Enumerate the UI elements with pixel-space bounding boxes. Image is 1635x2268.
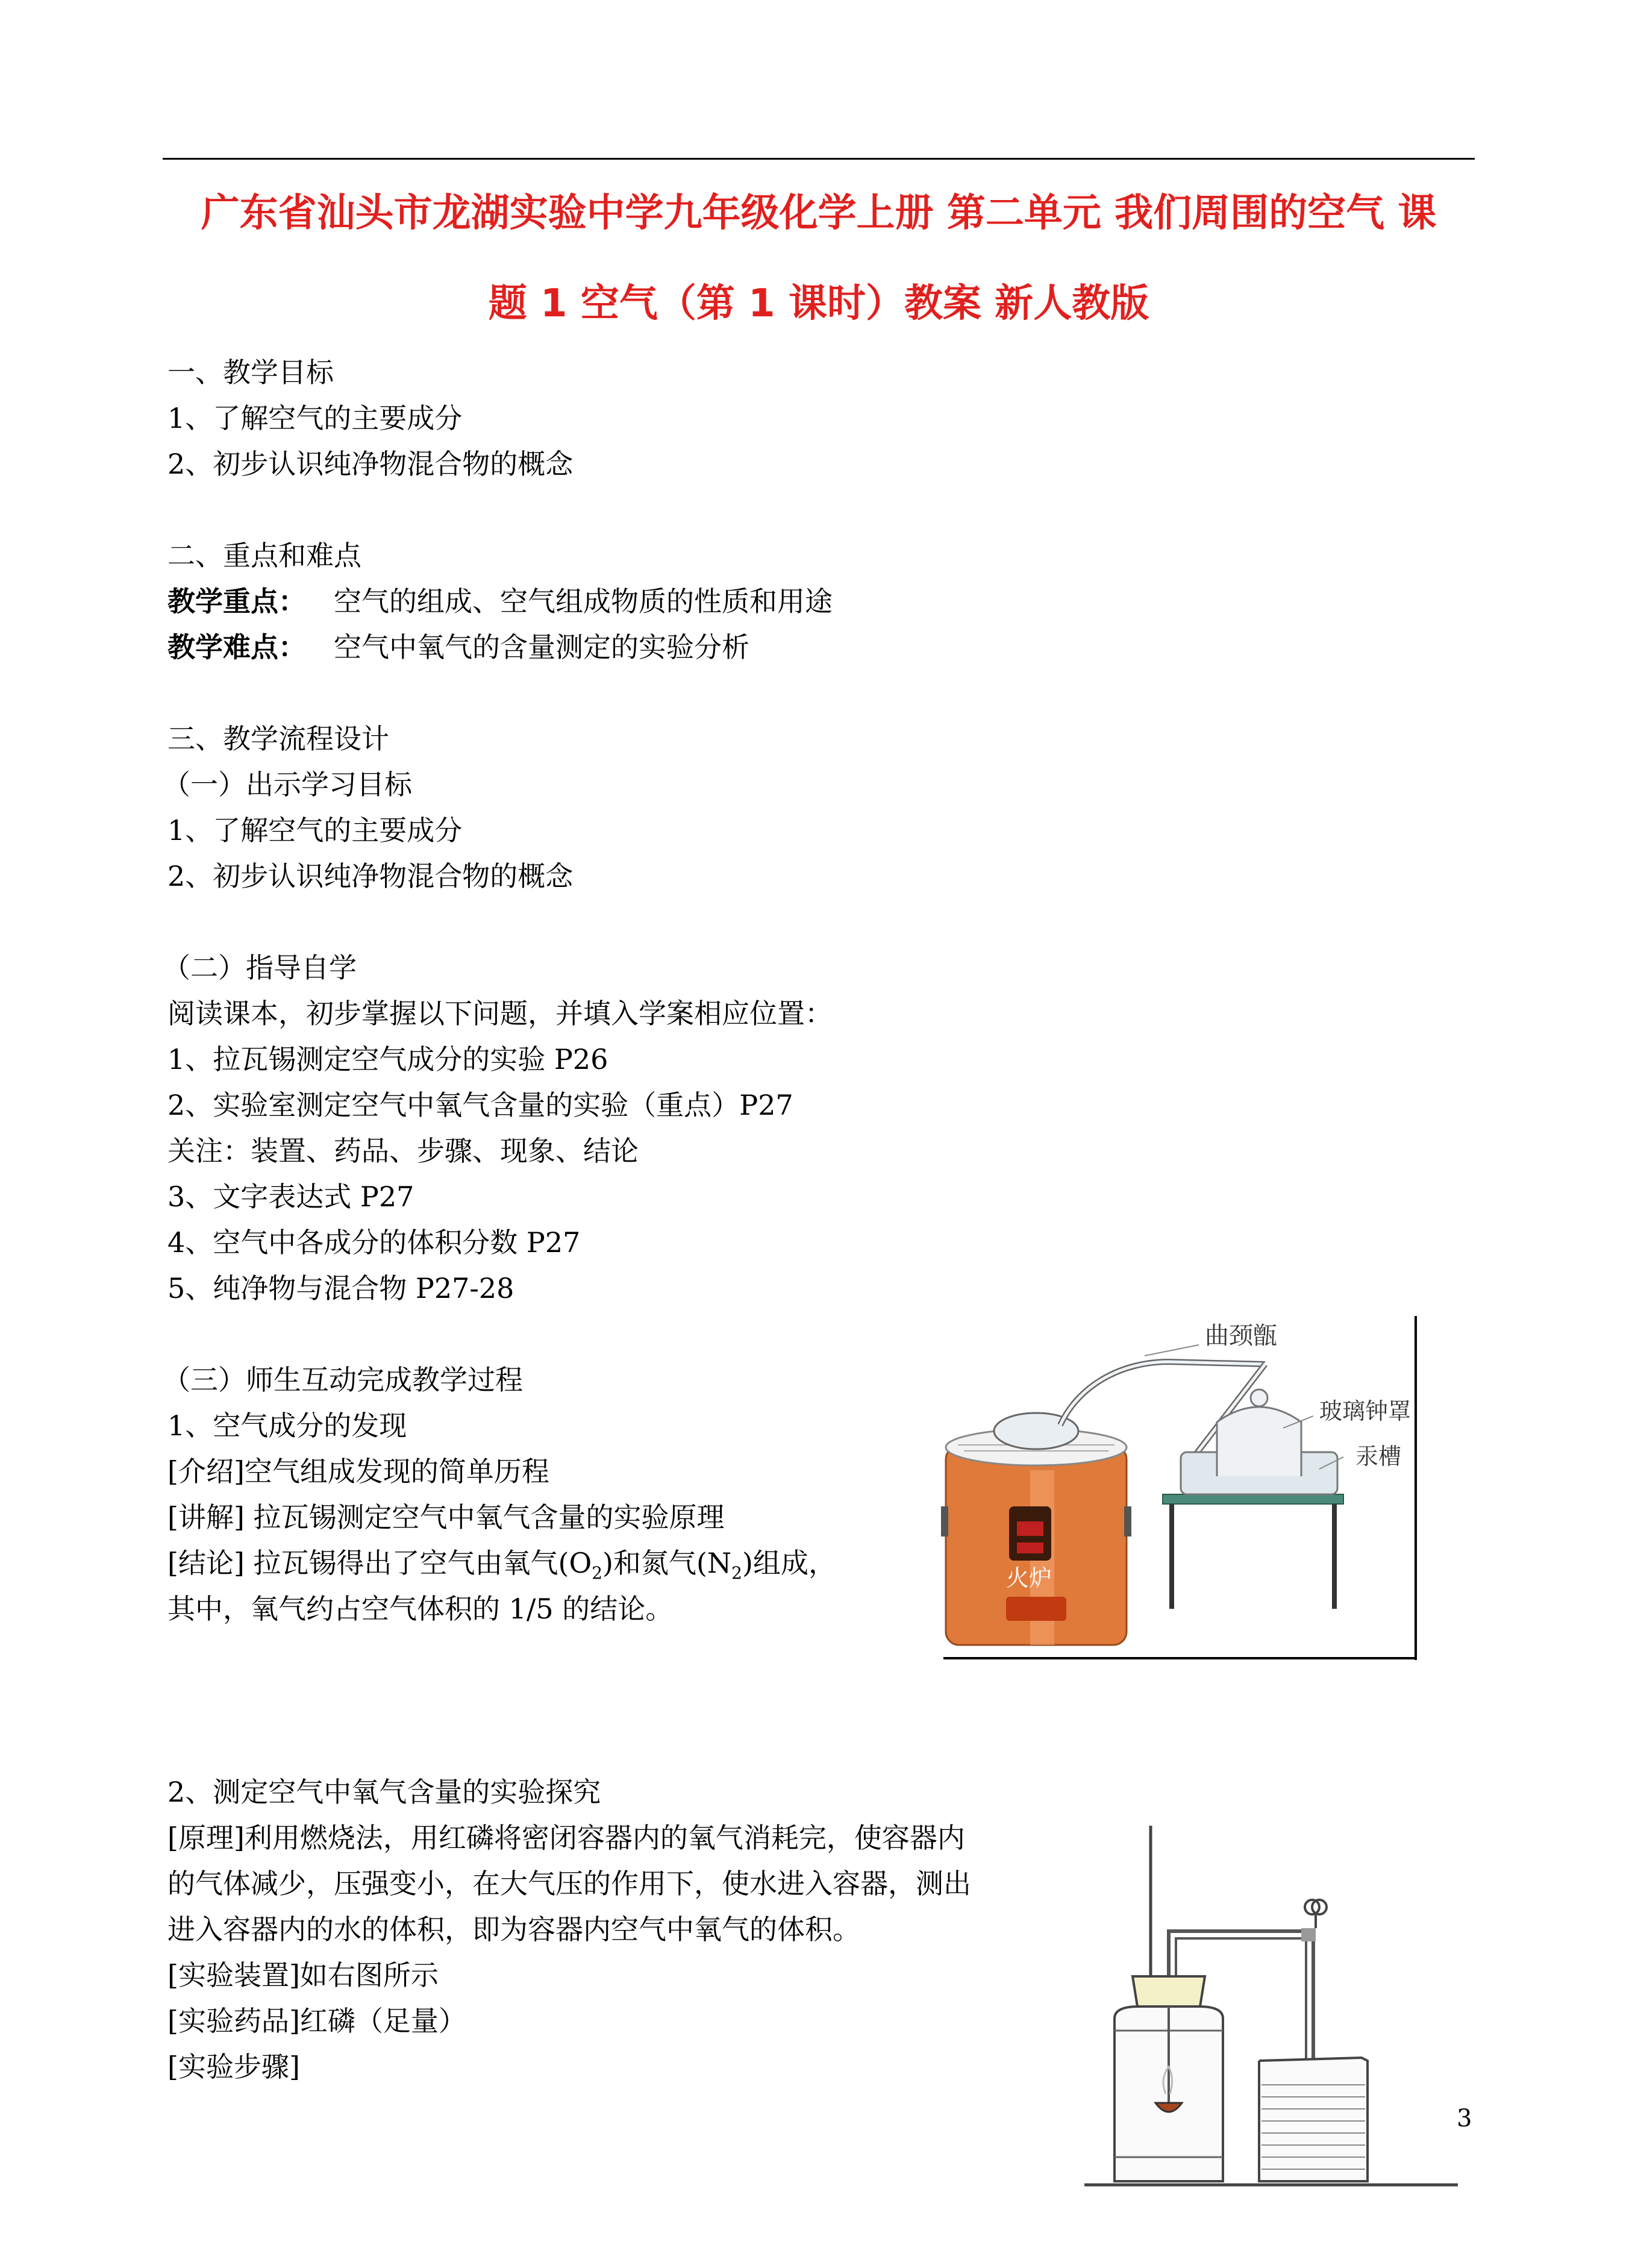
part3-conclusion-2: 其中，氧气约占空气体积的 1/5 的结论。 [167, 1593, 674, 1625]
key-point-text: 空气的组成、空气组成物质的性质和用途 [334, 585, 833, 618]
phosphorus-apparatus-figure [1078, 1820, 1464, 2193]
part2-item-1: 1、拉瓦锡测定空气成分的实验 P26 [167, 1043, 608, 1076]
section-heading-key-points: 二、重点和难点 [167, 539, 361, 572]
part2-intro: 阅读课本，初步掌握以下问题，并填入学案相应位置： [167, 997, 833, 1030]
label-trough: 汞槽 [1355, 1443, 1402, 1470]
part3-intro: [介绍]空气组成发现的简单历程 [167, 1455, 549, 1488]
conclusion-part-a: [结论] 拉瓦锡得出了空气由氧气(O [167, 1547, 592, 1579]
part2-item-3: 3、文字表达式 P27 [167, 1180, 414, 1213]
experiment-steps: [实验步骤] [167, 2050, 300, 2083]
part2-item-2: 2、实验室测定空气中氧气含量的实验（重点）P27 [167, 1089, 793, 1121]
principle-line-3: 进入容器内的水的体积，即为容器内空气中氧气的体积。 [167, 1913, 860, 1946]
part2-item-4: 4、空气中各成分的体积分数 P27 [167, 1226, 581, 1259]
section-heading-process: 三、教学流程设计 [167, 722, 389, 755]
part1-item-1: 1、了解空气的主要成分 [167, 814, 463, 847]
document-title-line-2: 题 1 空气（第 1 课时）教案 新人教版 [488, 281, 1149, 326]
section-heading-objectives: 一、教学目标 [167, 356, 334, 389]
part3-sub-1: 1、空气成分的发现 [167, 1409, 407, 1442]
objective-item-2: 2、初步认识纯净物混合物的概念 [167, 448, 574, 480]
part2-item-5: 5、纯净物与混合物 P27-28 [167, 1272, 514, 1305]
conclusion-part-c: )组成， [742, 1547, 836, 1579]
part3-explain: [讲解] 拉瓦锡测定空气中氧气含量的实验原理 [167, 1501, 725, 1533]
part1-item-2: 2、初步认识纯净物混合物的概念 [167, 860, 574, 892]
nitrogen-subscript: 2 [731, 1563, 742, 1584]
page-number: 3 [1457, 2105, 1472, 2132]
principle-line-1: [原理]利用燃烧法，用红磷将密闭容器内的氧气消耗完，使容器内 [167, 1822, 965, 1854]
label-bell-jar: 玻璃钟罩 [1319, 1398, 1411, 1424]
principle-line-2: 的气体减少，压强变小，在大气压的作用下，使水进入容器，测出 [167, 1867, 971, 1900]
key-point-label: 教学重点： [167, 585, 306, 618]
objective-item-1: 1、了解空气的主要成分 [167, 402, 463, 434]
difficulty-label: 教学难点： [167, 631, 306, 663]
label-furnace: 火炉 [1006, 1565, 1052, 1591]
conclusion-part-b: )和氮气(N [602, 1547, 732, 1579]
document-title-line-1: 广东省汕头市龙湖实验中学九年级化学上册 第二单元 我们周围的空气 课 [201, 191, 1437, 236]
part3-heading: （三）师生互动完成教学过程 [163, 1364, 523, 1396]
part3-sub-2: 2、测定空气中氧气含量的实验探究 [167, 1776, 601, 1808]
oxygen-subscript: 2 [592, 1563, 603, 1584]
lavoisier-apparatus-figure [940, 1314, 1422, 1663]
difficulty-line [167, 631, 749, 663]
difficulty-text: 空气中氧气的含量测定的实验分析 [334, 631, 749, 663]
part3-conclusion [167, 1547, 836, 1589]
part2-heading: （二）指导自学 [163, 951, 357, 984]
part1-heading: （一）出示学习目标 [163, 768, 412, 801]
label-retort: 曲颈甑 [1205, 1322, 1277, 1350]
part2-note: 关注：装置、药品、步骤、现象、结论 [167, 1135, 639, 1167]
experiment-device: [实验装置]如右图所示 [167, 1959, 439, 1991]
experiment-reagent: [实验药品]红磷（足量） [167, 2005, 466, 2037]
header-rule [163, 158, 1475, 160]
key-point-line [167, 586, 833, 617]
